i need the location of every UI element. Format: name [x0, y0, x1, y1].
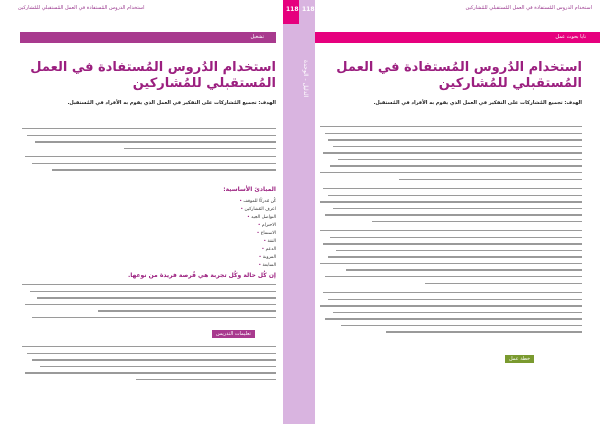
right-page-title: استخدام الدُروس المُستفادة في العمل المُستقبلي للمُشاركين [336, 60, 582, 91]
right-running-head: استخدام الدروس المُستفادة في العمل المُستقبلي للمُشاركين [465, 5, 592, 11]
right-body-text-2 [320, 188, 582, 227]
right-page-number: 118 [302, 6, 315, 13]
left-lead: الهدف: تجميع المُشاركات على التفكير في العمل الذي يقوم به الأفراد في المُستقبل. [67, 100, 276, 106]
right-lead: الهدف: تجميع المُشاركات على التفكير في العمل الذي يقوم به الأفراد في المُستقبل. [373, 100, 582, 106]
left-section-bar-label: تشغيل [250, 34, 264, 40]
left-body-text-2 [22, 156, 276, 176]
left-body-text-3 [22, 284, 276, 323]
right-body-text-1 [320, 126, 582, 185]
list-item: المتابعة • [120, 262, 276, 270]
left-running-head: استخدام الدروس المُستفادة في العمل المُستقبلي للمُشاركين [18, 5, 145, 11]
left-body-text-4 [22, 346, 276, 385]
left-section-bar [20, 32, 276, 43]
list-item: اعرف المُشاركين • [120, 206, 276, 214]
left-page [0, 0, 283, 424]
left-heading-principles: المبادئ الأساسية: [223, 186, 276, 193]
right-section-bar [315, 32, 600, 43]
left-page-number: 118 [286, 6, 299, 13]
left-page-title: استخدام الدُروس المُستفادة في العمل المُستقبلي للمُشاركين [30, 60, 276, 91]
list-item: المرونة • [120, 254, 276, 262]
principles-list [120, 198, 276, 270]
list-item: الاستماع • [120, 230, 276, 238]
list-item: الدعم • [120, 246, 276, 254]
right-section-bar-label: نايا بحوث عمل [555, 34, 586, 40]
left-body-text-1 [22, 128, 276, 154]
left-heading-unique: إن كُل حالة وكُل تجربة هي فُرصة فريدة من نوعها. [127, 272, 276, 279]
left-box-label: تعليمات التدريس [212, 330, 255, 338]
list-item: الثقة • [120, 238, 276, 246]
right-body-text-3 [320, 230, 582, 289]
list-item: التواصل الجيد • [120, 214, 276, 222]
right-box-label: خطة عمل [505, 355, 534, 363]
right-body-text-4 [320, 292, 582, 338]
spine-vertical-text: الدليل - الوحدة [302, 60, 309, 98]
list-item: الاحترام • [120, 222, 276, 230]
list-item: كُن مُدركًا للموقف • [120, 198, 276, 206]
